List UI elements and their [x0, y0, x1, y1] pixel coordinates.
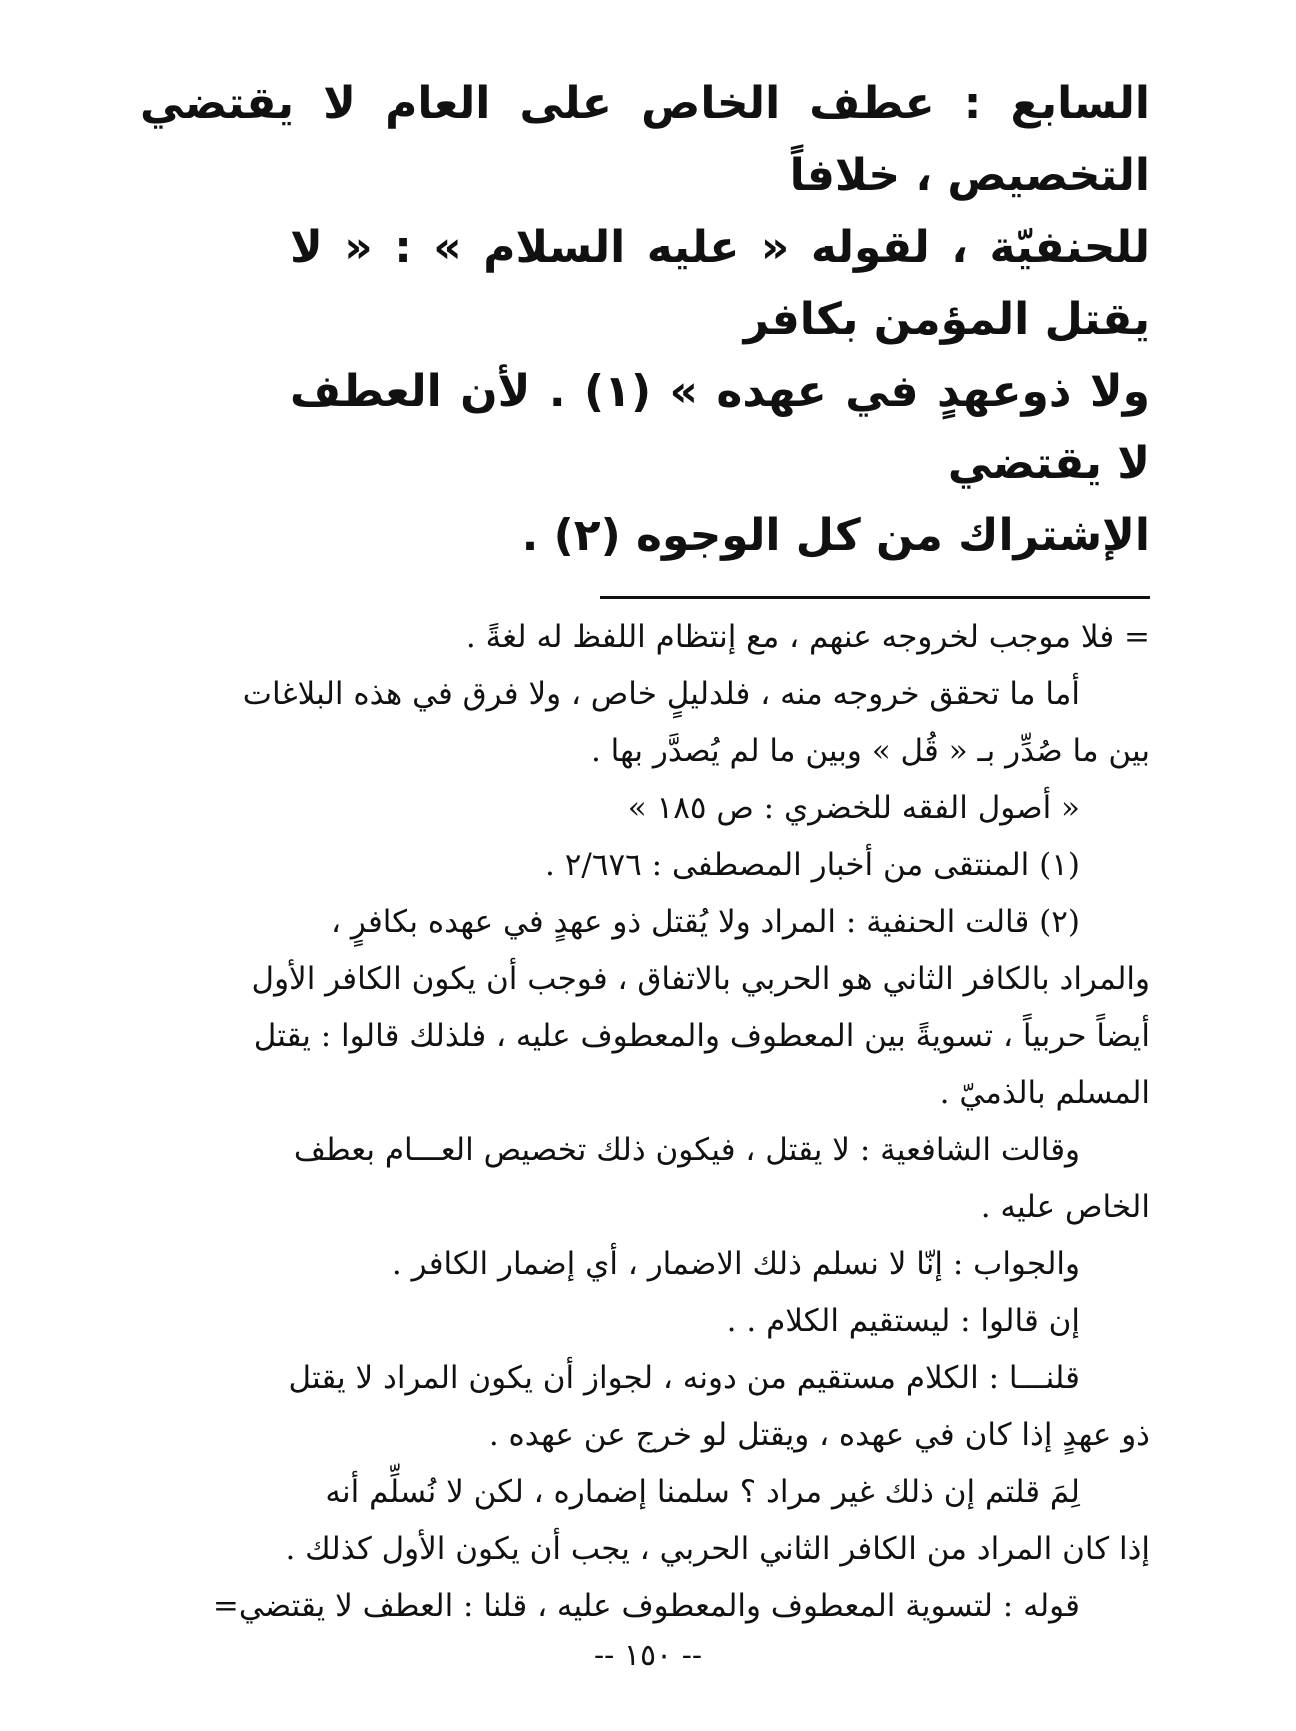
footnote-line: ذو عهدٍ إذا كان في عهده ، ويقتل لو خرج عن عهده . — [488, 1417, 1150, 1453]
footnote-line: أيضاً حربياً ، تسويةً بين المعطوف والمعطوف عليه ، فلذلك قالوا : يقتل — [253, 1018, 1150, 1054]
main-line: السابع : عطف الخاص على العام لا يقتضي التخصيص ، خلافاً — [140, 78, 1150, 201]
footnote-line: والجواب : إنّا لا نسلم ذلك الاضمار ، أي إضمار الكافر . — [391, 1246, 1080, 1282]
footnote-line: = فلا موجب لخروجه عنهم ، مع إنتظام اللفظ له لغةً . — [465, 619, 1150, 655]
footnote-line: الخاص عليه . — [980, 1189, 1150, 1225]
footnote-line: أما ما تحقق خروجه منه ، فلدليلٍ خاص ، ولا فرق في هذه البلاغات — [242, 676, 1080, 712]
footnote-line: وقالت الشافعية : لا يقتل ، فيكون ذلك تخصيص العـــام بعطف — [293, 1132, 1080, 1168]
footnote-line: (١) المنتقى من أخبار المصطفى : ٢/٦٧٦ . — [545, 847, 1080, 883]
main-line: ولا ذوعهدٍ في عهده » (١) . لأن العطف لا يقتضي — [290, 366, 1150, 489]
page-content — [140, 68, 1150, 1635]
main-line: للحنفيّة ، لقوله « عليه السلام » : « لا يقتل المؤمن بكافر — [290, 222, 1150, 345]
footnote-line: المسلم بالذميّ . — [939, 1075, 1150, 1111]
page-number: -- ١٥٠ -- — [594, 1638, 702, 1673]
footnote-divider — [600, 596, 1150, 599]
footnote-line: بين ما صُدِّر بـ « قُل » وبين ما لم يُصدَّر بها . — [590, 733, 1150, 769]
main-line: الإشتراك من كل الوجوه (٢) . — [521, 510, 1150, 561]
footnotes-block — [140, 609, 1150, 1635]
footnote-line: إذا كان المراد من الكافر الثاني الحربي ، يجب أن يكون الأول كذلك . — [285, 1531, 1150, 1567]
footnote-line: قلنـــا : الكلام مستقيم من دونه ، لجواز أن يكون المراد لا يقتل — [288, 1360, 1080, 1396]
footnote-line: لِمَ قلتم إن ذلك غير مراد ؟ سلمنا إضماره ، لكن لا نُسلِّم أنه — [325, 1474, 1080, 1510]
footnote-line: إن قالوا : ليستقيم الكلام . . — [726, 1303, 1080, 1339]
footnote-line: « أصول الفقه للخضري : ص ١٨٥ » — [627, 790, 1080, 826]
main-text-block — [140, 68, 1150, 572]
footnote-line: قوله : لتسوية المعطوف والمعطوف عليه ، قلنا : العطف لا يقتضي= — [212, 1588, 1080, 1624]
footnote-line: والمراد بالكافر الثاني هو الحربي بالاتفاق ، فوجب أن يكون الكافر الأول — [251, 961, 1150, 997]
footnote-line: (٢) قالت الحنفية : المراد ولا يُقتل ذو عهدٍ في عهده بكافرٍ ، — [331, 904, 1080, 940]
